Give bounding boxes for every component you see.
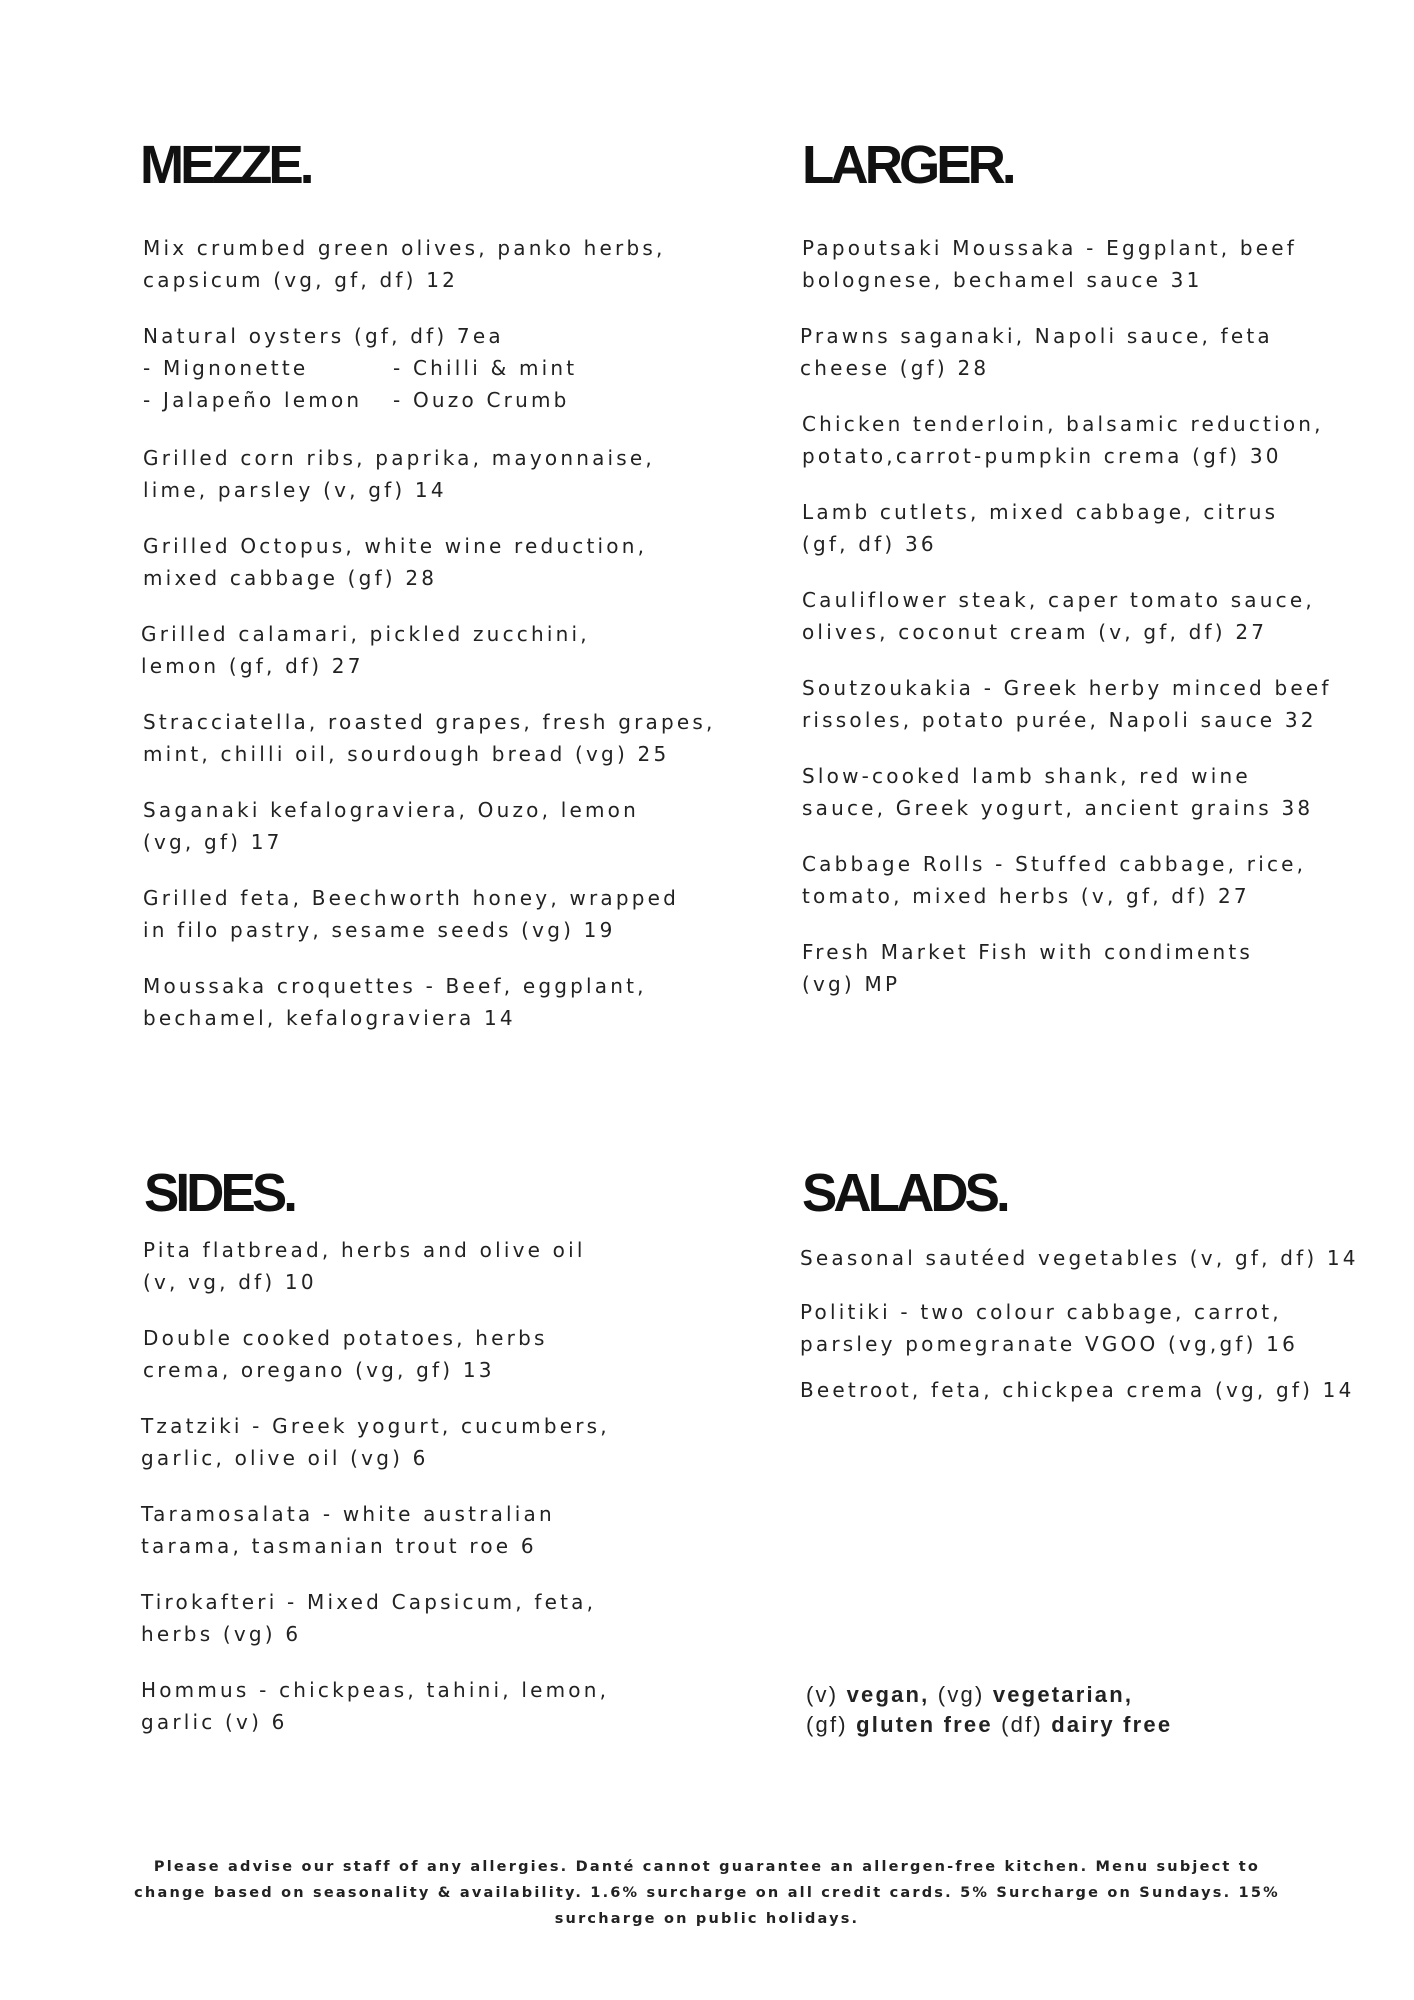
sides-item-tzatziki: Tzatziki - Greek yogurt, cucumbers, garlic, olive oil (vg) 6 [141,1414,610,1470]
sides-item-hommus: Hommus - chickpeas, tahini, lemon, garlic (v) 6 [141,1678,610,1734]
mezze-item-grilled-feta: Grilled feta, Beechworth honey, wrapped in filo pastry, sesame seeds (vg) 19 [143,886,680,942]
larger-item-prawns: Prawns saganaki, Napoli sauce, feta cheese (gf) 28 [800,324,1273,380]
legend-code-gf: (gf) [806,1712,848,1737]
legend-text-gluten-free: gluten free [856,1712,993,1737]
mezze-item-saganaki: Saganaki kefalograviera, Ouzo, lemon (vg, gf) 17 [143,798,639,854]
larger-item-lamb-shank: Slow-cooked lamb shank, red wine sauce, Greek yogurt, ancient grains 38 [802,764,1314,820]
mezze-item-olives: Mix crumbed green olives, panko herbs, capsicum (vg, gf, df) 12 [143,236,666,292]
legend-line-2 [806,1710,1172,1740]
oyster-option-chilli-mint: - Chilli & mint [393,356,578,380]
salads-item-sauteed-vegetables: Seasonal sautéed vegetables (v, gf, df) 14 [800,1246,1359,1270]
oyster-option-ouzo-crumb: - Ouzo Crumb [393,388,570,412]
larger-item-lamb-cutlets: Lamb cutlets, mixed cabbage, citrus (gf, df) 36 [802,500,1279,556]
legend-text-vegan: vegan, [846,1682,930,1707]
dietary-legend [806,1680,1172,1740]
larger-item-cabbage-rolls: Cabbage Rolls - Stuffed cabbage, rice, tomato, mixed herbs (v, gf, df) 27 [802,852,1307,908]
mezze-heading: MEZZE. [140,135,311,195]
salads-heading: SALADS. [802,1163,1007,1223]
salads-item-beetroot: Beetroot, feta, chickpea crema (vg, gf) 14 [800,1378,1355,1402]
larger-item-soutzoukakia: Soutzoukakia - Greek herby minced beef rissoles, potato purée, Napoli sauce 32 [802,676,1332,732]
legend-code-v: (v) [806,1682,839,1707]
larger-item-cauliflower: Cauliflower steak, caper tomato sauce, olives, coconut cream (v, gf, df) 27 [802,588,1315,644]
mezze-item-octopus: Grilled Octopus, white wine reduction, mixed cabbage (gf) 28 [143,534,648,590]
sides-item-tirokafteri: Tirokafteri - Mixed Capsicum, feta, herbs (vg) 6 [141,1590,597,1646]
legend-text-vegetarian: vegetarian, [992,1682,1134,1707]
oyster-option-jalapeno: - Jalapeño lemon [143,388,363,412]
legend-line-1 [806,1680,1172,1710]
oyster-options [143,352,577,416]
mezze-item-corn-ribs: Grilled corn ribs, paprika, mayonnaise, lime, parsley (v, gf) 14 [143,446,655,502]
sides-item-potatoes: Double cooked potatoes, herbs crema, oregano (vg, gf) 13 [143,1326,548,1382]
mezze-item-croquettes: Moussaka croquettes - Beef, eggplant, bechamel, kefalograviera 14 [143,974,647,1030]
larger-heading: LARGER. [802,135,1013,195]
sides-item-pita: Pita flatbread, herbs and olive oil (v, vg, df) 10 [143,1238,586,1294]
larger-item-market-fish: Fresh Market Fish with condiments (vg) MP [802,940,1254,996]
allergy-notice: Please advise our staff of any allergies. Danté cannot guarantee an allergen-free kitchen. Menu subject to change based on seasonality & availability. 1.6% surcharge on all credit cards. 5% Surcharge on Sundays. 15% surcharge on public holidays. [134,1859,1280,1927]
legend-code-vg: (vg) [937,1682,985,1707]
legend-text-dairy-free: dairy free [1051,1712,1173,1737]
mezze-item-calamari: Grilled calamari, pickled zucchini, lemon (gf, df) 27 [141,622,590,678]
sides-heading: SIDES. [144,1163,295,1223]
sides-item-taramosalata: Taramosalata - white australian tarama, tasmanian trout roe 6 [141,1502,555,1558]
legend-code-df: (df) [1001,1712,1043,1737]
salads-item-politiki: Politiki - two colour cabbage, carrot, parsley pomegranate VGOO (vg,gf) 16 [800,1300,1299,1356]
larger-item-chicken: Chicken tenderloin, balsamic reduction, potato,carrot-pumpkin crema (gf) 30 [802,412,1324,468]
mezze-item-stracciatella: Stracciatella, roasted grapes, fresh grapes, mint, chilli oil, sourdough bread (vg) 25 [143,710,716,766]
oyster-option-mignonette: - Mignonette [143,356,309,380]
larger-item-moussaka: Papoutsaki Moussaka - Eggplant, beef bolognese, bechamel sauce 31 [802,236,1298,292]
mezze-item-oysters: Natural oysters (gf, df) 7ea [143,324,504,348]
